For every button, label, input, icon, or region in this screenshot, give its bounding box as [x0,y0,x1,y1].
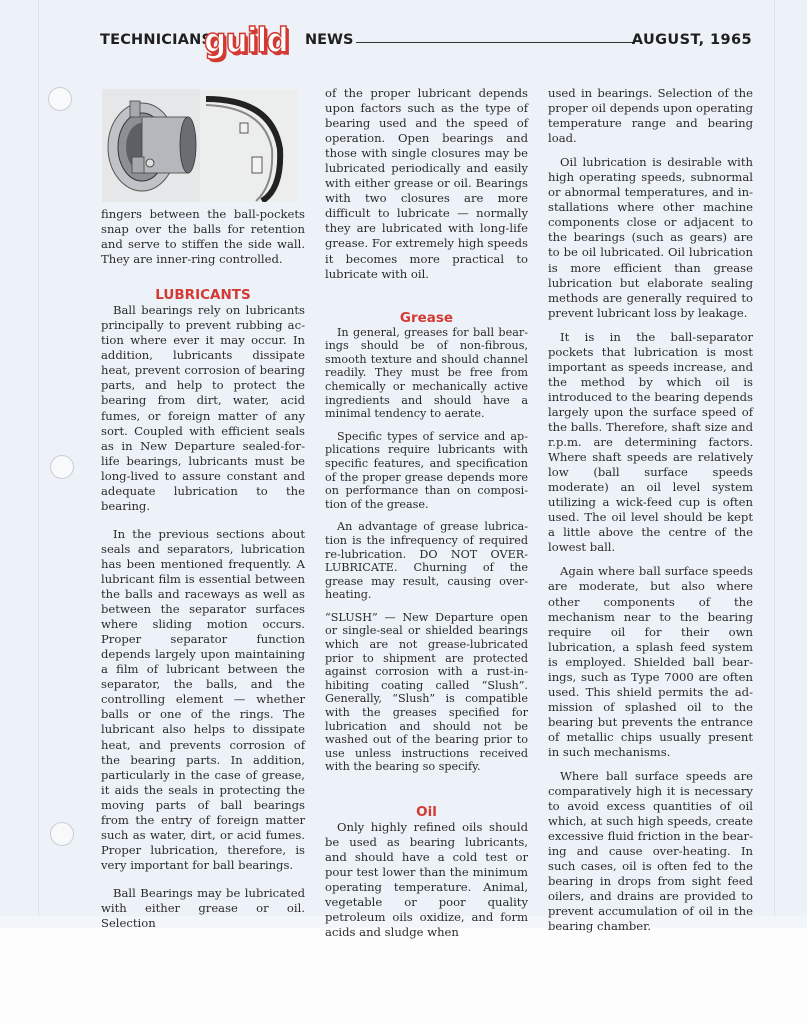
heading-grease: Grease [399,309,454,326]
issue-date: AUGUST, 1965 [631,32,752,48]
col3-paragraph-3: Again where ball surface speeds are moderate, but also where other components of the mechanism near to the bearing require oil for their own lubrication, a splash feed system is employed. Shielded ball bearings, such as Type 7000 are often used. This shield permits the admission of splashed oil to the bearing but prevents the entrance of metallic chips usually present in such mechanisms. [548,564,753,759]
page-edge-left [38,0,39,928]
heading-oil: Oil [416,804,437,821]
col1-paragraph-1: Ball bearings rely on lubricants principally to prevent rubbing action where ever it may occur. In addition, lubricants dissipate heat, prevent corrosion of bearing parts, and help to protect the bearing from dirt, water, acid fumes, or foreign matter of any sort. Coupled with efficient seals as in New Departure sealed-for-life bearings, lubricants must be long-lived to assure constant and adequate lubrication to the bearing. [101,303,305,513]
grease-paragraph-1: In general, greases for ball bearings should be of non-fibrous, smooth texture and should channel readily. They must be free from chemically or mechanically active ingredients and should have a minimal tendency to aerate. [325,325,528,421]
col1-paragraph-2: In the previous sections about seals and separators, lubrication has been mentioned frequently. A lubricant film is essential between the balls and raceways as well as between the separator surfaces where sliding motion occurs. Proper separator function depends largely upon maintaining a film of lubricant between the separator, the balls, and the controlling element — whether balls or one of the rings. The lubricant also helps to dissipate heat, and prevents corrosion of the bearing parts. In addition, particularly in the case of grease, it aids the seals in protecting the moving parts of ball bearings from the entry of foreign matter such as water, dirt, or acid fumes. Proper lubrication, therefore, is very important for ball bearings. [101,526,305,872]
grease-slush-paragraph: “SLUSH” — New Departure open or single-seal or shielded bearings which are not grease-lubricated prior to shipment are protected against corrosion with a rust-inhibiting coating called “Slush”. Generally, “Slush” is compatible with the greases specified for lubrication and should not be washed out of the bearing prior to use unless instructions received with the bearing so specify. [325,610,528,774]
column-1 [101,86,305,940]
oil-paragraph-1: Only highly refined oils should be used as bearing lubricants, and should have a cold test or pour test lower than the minimum operating temperature. Animal, vegetable or poor quality petroleum oils oxidize, and form acids and sludge when [325,820,528,940]
guild-logo: guild [204,21,288,61]
col1-intro: fingers between the ball-pockets snap over the balls for retention and serve to stiffen the side wall. They are inner-ring controlled. [101,207,305,267]
binder-hole-icon [50,822,74,846]
grease-paragraph-3: An advantage of grease lubrication is the infrequency of required re-lubrication. DO NOT OVER-LUBRICATE. Churning of the grease may result, causing overheating. [325,520,528,602]
masthead [100,21,752,61]
masthead-rule [356,42,634,43]
col3-intro: used in bearings. Selection of the proper oil depends upon operating temperature range and bearing load. [548,86,753,146]
bearing-photo-icon [102,89,298,202]
col1-paragraph-3: Ball Bearings may be lubricated with either grease or oil. Selection [101,885,305,931]
column-3 [548,86,753,944]
masthead-technicians: TECHNICIANS [100,32,213,48]
binder-hole-icon [50,455,74,479]
col2-intro: of the proper lubricant depends upon factors such as the type of bearing used and the speed of operation. Open bearings and those with single closures may be lubricated periodically and easily with either grease or oil. Bearings with two closures are more difficult to lubricate — normally they are lubricated with long-life grease. For extremely high speeds it becomes more practical to lubricate with oil. [325,86,529,281]
col3-paragraph-4: Where ball surface speeds are comparatively high it is necessary to avoid excess quantities of oil which, at such high speeds, create excessive fluid friction in the bearing and cause over-heating. In such cases, oil is often fed to the bearing in drops from sight feed oilers, and drains are provided to prevent accumulation of oil in the bearing chamber. [548,769,753,934]
binder-hole-icon [48,87,72,111]
heading-lubricants: LUBRICANTS [155,287,251,304]
col3-paragraph-1: Oil lubrication is desirable with high operating speeds, subnormal or abnormal temperatures, and installations where other machine components close or adjacent to the bearings (such as gears) are to be oil lubricated. Oil lubrication is more efficient than grease lubrication but elaborate sealing methods are generally required to prevent lubricant loss by leakage. [548,155,753,320]
column-2 [325,86,528,949]
grease-paragraph-2: Specific types of service and applications require lubricants with specific features, and specification of the proper grease depends more on performance than on composition of the grease. [325,429,528,511]
masthead-news: NEWS [305,32,354,48]
page-edge-right [774,0,775,928]
col3-paragraph-2: It is in the ball-separator pockets that lubrication is most important as speeds increase, and the method by which oil is introduced to the bearing depends largely upon the surface speed of the balls. Therefore, shaft size and r.p.m. are determining factors. Where shaft speeds are relatively low (ball surface speeds moderate) an oil level system utilizing a wick-feed cup is often used. The oil level should be kept a little above the centre of the lowest ball. [548,329,753,555]
